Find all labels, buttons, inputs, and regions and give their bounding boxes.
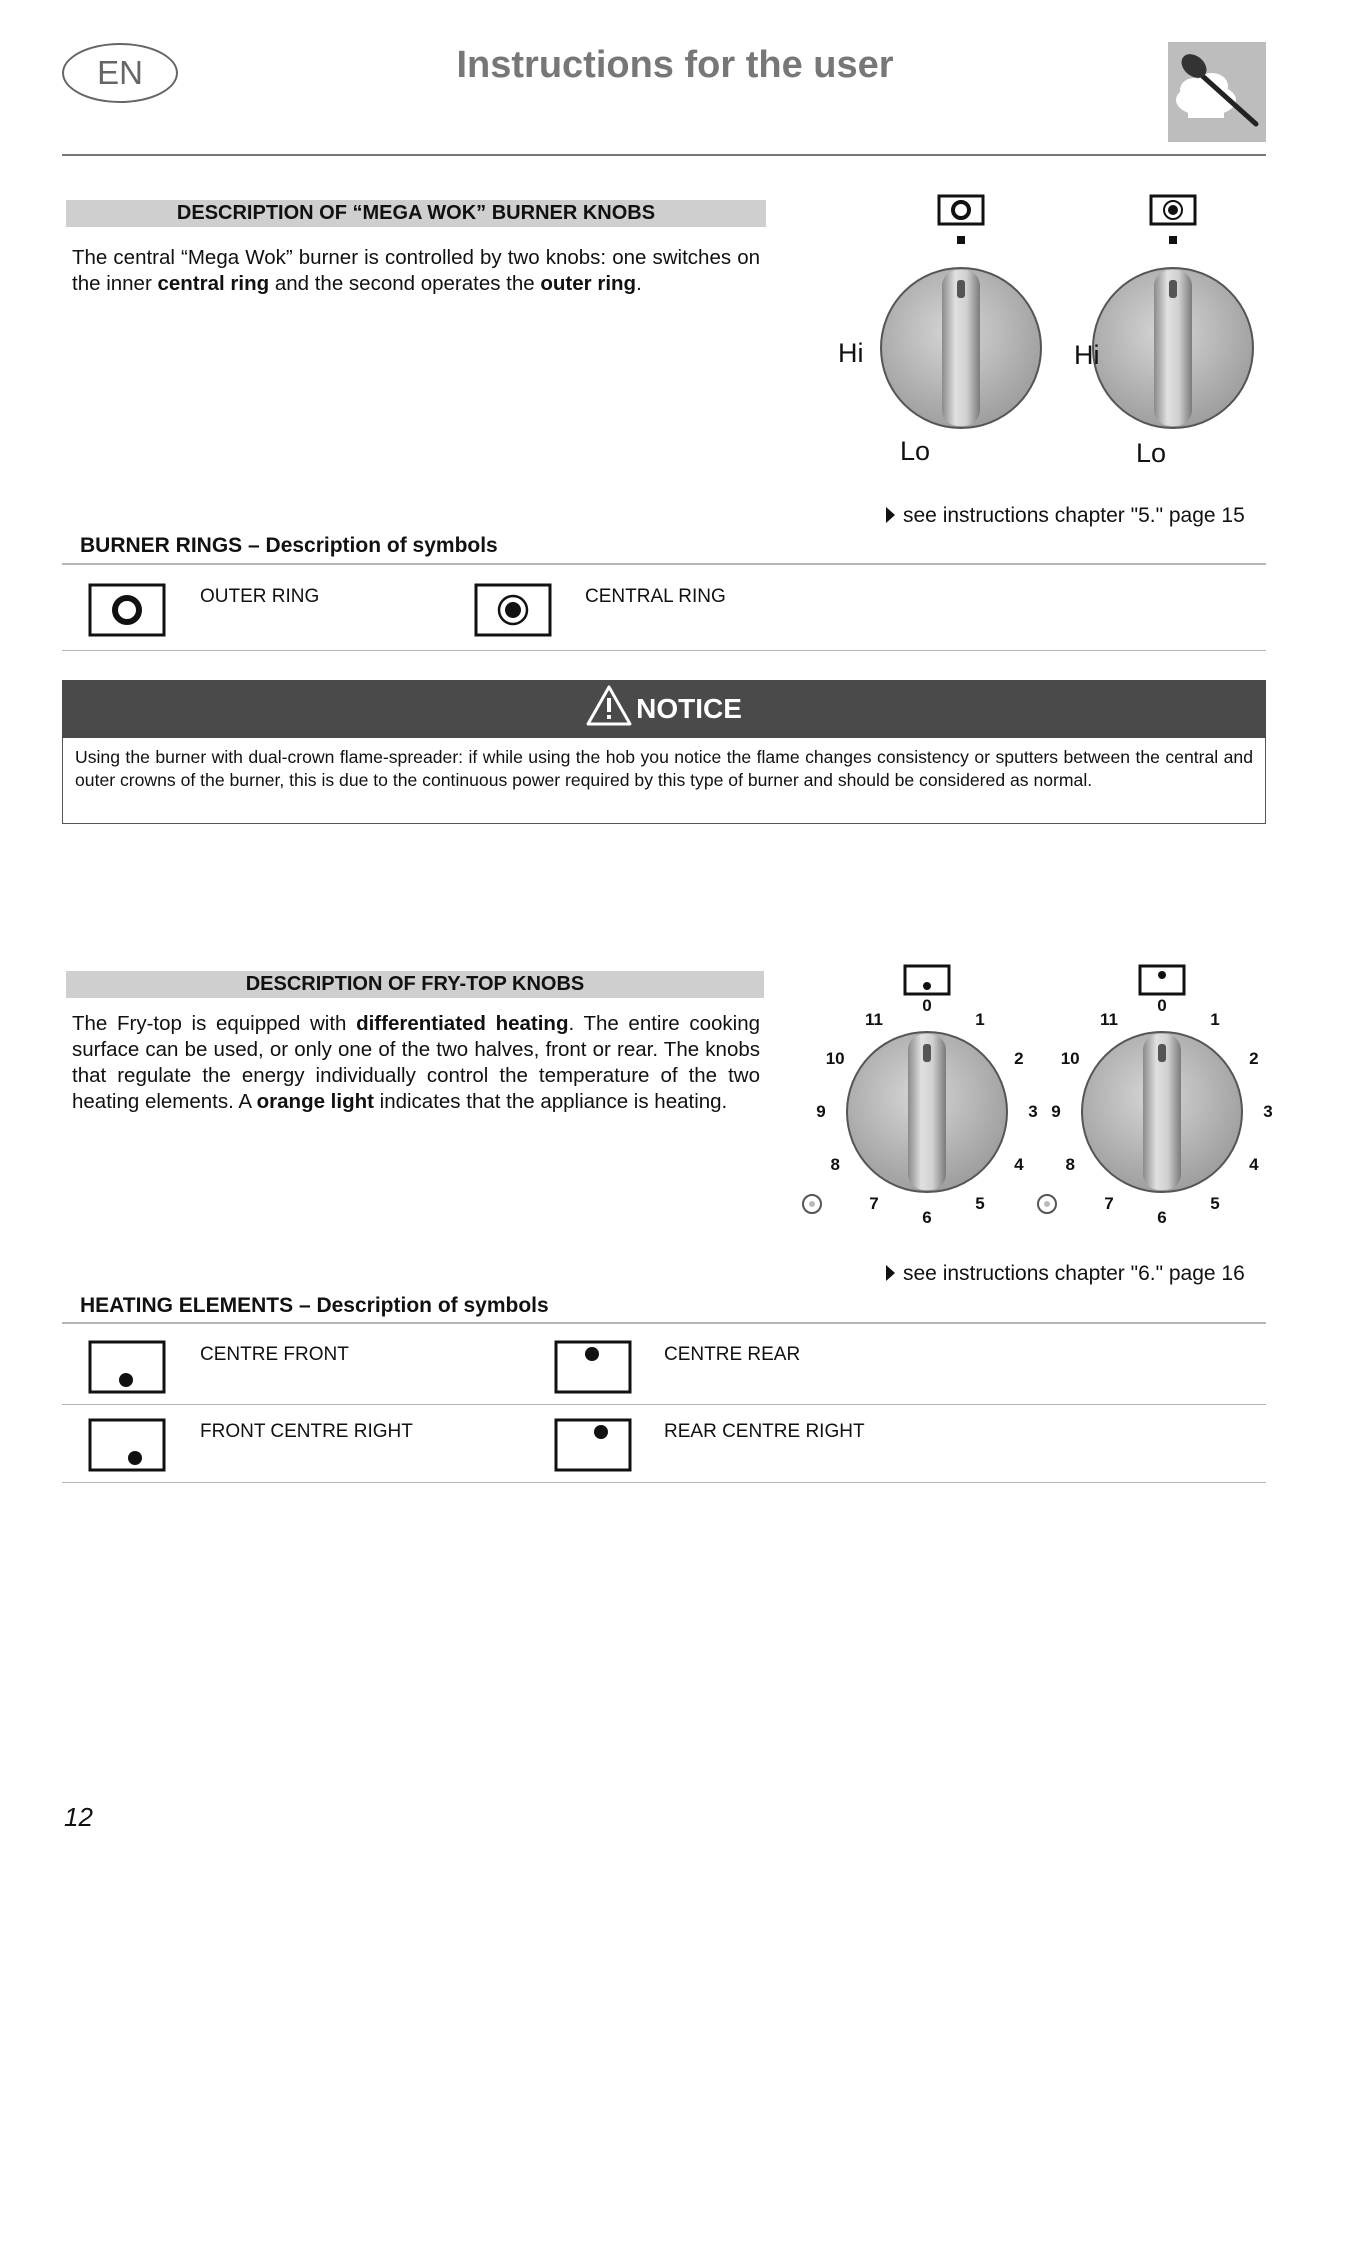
header-divider — [62, 154, 1266, 156]
page-number: 12 — [64, 1802, 93, 1832]
frytop-knob-rear — [1038, 966, 1242, 1213]
dial-number: 2 — [1249, 1049, 1259, 1068]
dial-number: 5 — [975, 1193, 985, 1213]
front-centre-right-icon — [88, 1418, 166, 1477]
divider — [62, 563, 1266, 565]
burner-rings-heading: BURNER RINGS – Description of symbols — [80, 534, 498, 557]
centre-front-icon — [88, 1340, 166, 1399]
outer-ring-label: OUTER RING — [200, 586, 320, 607]
megawok-heading: DESCRIPTION OF “MEGA WOK” BURNER KNOBS — [66, 200, 766, 227]
dial-number: 7 — [1104, 1193, 1114, 1213]
front-centre-right-label: FRONT CENTRE RIGHT — [200, 1421, 413, 1442]
megawok-knob-outer — [881, 196, 1041, 428]
dial-number: 4 — [1249, 1155, 1259, 1174]
heating-elements-heading: HEATING ELEMENTS – Description of symbols — [80, 1294, 549, 1317]
rear-centre-right-icon — [554, 1418, 632, 1477]
dial-number: 0 — [922, 996, 932, 1015]
orange-light-icon — [803, 1195, 821, 1213]
see-instructions-text: see instructions chapter "6." page 16 — [903, 1262, 1245, 1285]
central-ring-icon — [474, 583, 552, 642]
dial-number: 9 — [1051, 1102, 1061, 1121]
warning-triangle-icon — [586, 684, 632, 746]
notice-title — [62, 680, 1266, 738]
dial-number: 0 — [1157, 996, 1167, 1015]
knob-hi-label: Hi — [1074, 340, 1100, 370]
frytop-description: The Fry-top is equipped with differentiated heating. The entire cooking surface can be used, or only one of the two halves, front or rear. The knobs that regulate the energy individually control the temperature of the two heating elements. A orange light indicates that the appliance is heating. — [72, 1012, 760, 1113]
divider — [62, 1482, 1266, 1483]
dial-number: 4 — [1014, 1155, 1024, 1174]
dial-number: 8 — [1065, 1155, 1075, 1174]
language-badge: EN — [62, 43, 178, 103]
central-ring-label: CENTRAL RING — [585, 586, 726, 607]
see-instructions-link[interactable] — [886, 1262, 1245, 1286]
see-instructions-text: see instructions chapter "5." page 15 — [903, 504, 1245, 527]
knob-hi-label: Hi — [838, 338, 864, 368]
play-triangle-icon — [886, 507, 895, 523]
knob-lo-label: Lo — [900, 436, 931, 466]
megawok-knob-central — [1093, 196, 1253, 428]
megawok-description: The central “Mega Wok” burner is controlled by two knobs: one switches on the inner central ring and the second operates the outer ring. — [72, 246, 760, 295]
dial-number: 10 — [825, 1049, 845, 1068]
centre-front-label: CENTRE FRONT — [200, 1344, 349, 1365]
rear-centre-right-label: REAR CENTRE RIGHT — [664, 1421, 865, 1442]
outer-ring-icon — [88, 583, 166, 642]
notice-title-text: NOTICE — [636, 693, 742, 724]
frytop-knob-front — [803, 966, 1007, 1213]
frytop-heading: DESCRIPTION OF FRY-TOP KNOBS — [66, 971, 764, 998]
divider — [62, 650, 1266, 651]
dial-number: 9 — [816, 1102, 826, 1121]
play-triangle-icon — [886, 1265, 895, 1281]
dial-number: 3 — [1028, 1102, 1038, 1121]
dial-number: 5 — [1210, 1193, 1220, 1213]
dial-number: 6 — [922, 1208, 932, 1227]
page-title: Instructions for the user — [456, 44, 894, 86]
dial-number: 11 — [865, 1010, 883, 1030]
centre-rear-icon — [554, 1340, 632, 1399]
chef-hat-spoon-icon — [1168, 42, 1266, 142]
notice-text: Using the burner with dual-crown flame-spreader: if while using the hob you notice the flame changes consistency or sputters between the central and outer crowns of the burner, this is due to the continuous power required by this type of burner and should be considered as normal. — [62, 738, 1266, 824]
dial-number: 6 — [1157, 1208, 1167, 1227]
see-instructions-link[interactable] — [886, 504, 1245, 528]
dial-number: 2 — [1014, 1049, 1024, 1068]
dial-number: 10 — [1060, 1049, 1080, 1068]
knob-lo-label: Lo — [1136, 438, 1167, 468]
dial-number: 7 — [869, 1193, 879, 1213]
dial-number: 8 — [830, 1155, 840, 1174]
orange-light-icon — [1038, 1195, 1056, 1213]
divider — [62, 1404, 1266, 1405]
megawok-knobs-illustration — [820, 190, 1280, 480]
dial-number: 1 — [975, 1010, 985, 1030]
centre-rear-label: CENTRE REAR — [664, 1344, 801, 1365]
dial-number: 1 — [1210, 1010, 1220, 1030]
dial-number: 3 — [1263, 1102, 1273, 1121]
dial-number: 11 — [1100, 1010, 1118, 1030]
divider — [62, 1322, 1266, 1324]
